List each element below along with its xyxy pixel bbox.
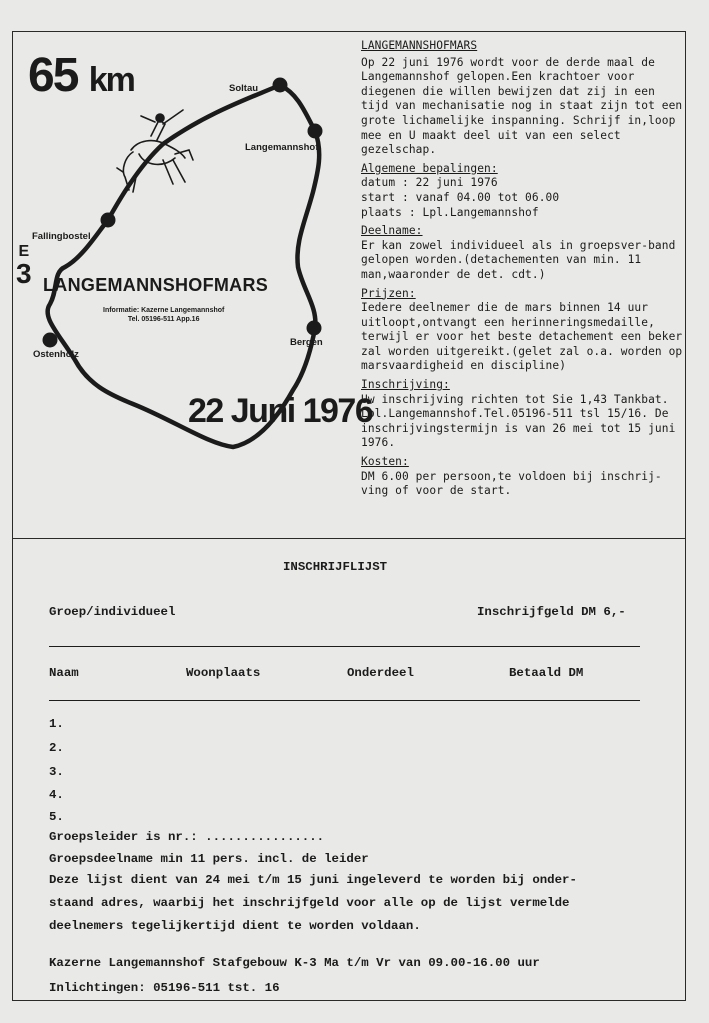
general-line-place: plaats : Lpl.Langemannshof <box>361 205 539 219</box>
poster-info-line2: Tel. 05196-511 App.16 <box>127 316 200 323</box>
entry-row-5[interactable]: 5. <box>49 810 64 824</box>
registration-form <box>13 538 687 1000</box>
poster-info <box>103 306 224 324</box>
column-header-unit: Onderdeel <box>347 666 414 680</box>
participation-text: Er kan zowel individueel als in groepsver-band gelopen worden.(detachementen van min. 11 man,waaronder de det. cdt.) <box>361 238 676 281</box>
prizes-text: Iedere deelnemer die de mars binnen 14 uur uitloopt,ontvangt een herinneringsmedaille, terwijl er voor het beste detachement een beker zal worden uitgereikt.(gelet zal o.a. worden op marsvaardigheid en discipline) <box>361 301 683 373</box>
town-label-bergen: Bergen <box>290 337 323 348</box>
fee-label: Inschrijfgeld DM 6,- <box>477 605 626 619</box>
costs-text: DM 6.00 per persoon,te voldoen bij inschrij-ving of voor de start. <box>361 469 662 498</box>
article-intro: Op 22 juni 1976 wordt voor de derde maal de Langemannshof gelopen.Een krachtoer voor diegenen die willen bewijzen dat zij in een tijd van mechanisatie nog in staat zijn tot een grote lichamelijke inspanning. Schrijf in,loop mee en U maakt deel uit van een select gezelschap. <box>361 55 683 157</box>
langemannshof-marker <box>308 124 323 139</box>
route-code <box>16 244 32 289</box>
header-rule-top <box>49 646 640 647</box>
entry-row-2[interactable]: 2. <box>49 741 64 755</box>
town-label-fallingbostel: Fallingbostel <box>32 231 91 242</box>
poster-title: LANGEMANNSHOFMARS <box>43 275 269 295</box>
address-line: Kazerne Langemannshof Stafgebouw K-3 Ma t/m Vr van 09.00-16.00 uur <box>49 956 540 970</box>
general-heading: Algemene bepalingen: <box>361 161 498 175</box>
general-line-date: datum : 22 juni 1976 <box>361 176 498 190</box>
group-participation-note: Groepsdeelname min 11 pers. incl. de leider <box>49 852 369 866</box>
town-label-ostenholz: Ostenholz <box>33 349 79 360</box>
column-header-residence: Woonplaats <box>186 666 261 680</box>
distance-label <box>28 48 134 103</box>
ostenholz-marker <box>43 333 58 348</box>
poster-info-line1: Informatie: Kazerne Langemannshof <box>103 307 225 314</box>
fallingbostel-marker <box>101 213 116 228</box>
column-header-paid: Betaald DM <box>509 666 584 680</box>
prizes-heading: Prijzen: <box>361 286 416 300</box>
registration-text: Uw inschrijving richten tot Sie 1,43 Tankbat. Lpl.Langemannshof.Tel.05196-511 tsl 15/16. De inschrijvingstermijn is van 26 mei tot 15 juni 1976. <box>361 392 676 450</box>
costs-heading: Kosten: <box>361 455 409 469</box>
general-line-start: start : vanaf 04.00 tot 06.00 <box>361 190 560 204</box>
route-code-letter: E <box>18 243 30 260</box>
article-title: LANGEMANNSHOFMARS <box>361 39 478 52</box>
instruction-line-2: staand adres, waarbij het inschrijfgeld voor alle op de lijst vermelde <box>49 896 570 910</box>
instruction-line-3: deelnemers tegelijkertijd dient te worden voldaan. <box>49 919 421 933</box>
header-rule-bottom <box>49 700 640 701</box>
instruction-line-1: Deze lijst dient van 24 mei t/m 15 juni ingeleverd te worden bij onder- <box>49 873 577 887</box>
route-code-number: 3 <box>16 258 32 289</box>
group-leader-field[interactable]: Groepsleider is nr.: ................ <box>49 830 325 844</box>
participation-heading: Deelname: <box>361 224 423 238</box>
article-column <box>361 39 683 499</box>
group-field-label[interactable]: Groep/individueel <box>49 605 176 619</box>
town-label-langemannshof: Langemannshof <box>245 142 319 153</box>
distance-value: 65 <box>28 49 78 102</box>
entry-row-3[interactable]: 3. <box>49 765 64 779</box>
entry-row-4[interactable]: 4. <box>49 788 64 802</box>
document-sheet <box>12 31 686 1001</box>
poster-date: 22 Juni 1976 <box>188 392 373 430</box>
town-label-soltau: Soltau <box>229 83 259 94</box>
entry-row-1[interactable]: 1. <box>49 717 64 731</box>
distance-unit: km <box>88 61 134 99</box>
column-header-name: Naam <box>49 666 79 680</box>
route-poster <box>13 32 373 538</box>
soltau-marker <box>273 78 288 93</box>
contact-line: Inlichtingen: 05196-511 tst. 16 <box>49 981 280 995</box>
bergen-marker <box>307 321 322 336</box>
registration-heading: Inschrijving: <box>361 378 450 392</box>
form-title: INSCHRIJFLIJST <box>283 560 388 574</box>
